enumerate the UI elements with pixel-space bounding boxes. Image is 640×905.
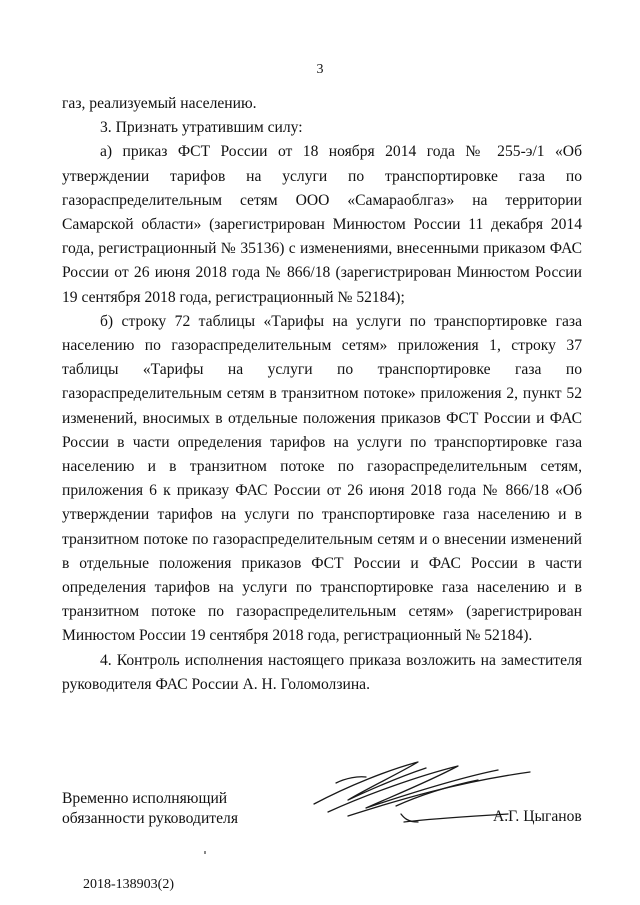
scan-speck <box>204 851 206 854</box>
document-body <box>62 92 582 697</box>
paragraph-item-4: 4. Контроль исполнения настоящего приказа возложить на заместителя руководителя ФАС России А. Н. Голомолзина. <box>62 651 582 693</box>
signatory-title-line-1: Временно исполняющий <box>62 790 228 807</box>
paragraph-item-3a: а) приказ ФСТ России от 18 ноября 2014 года № 255-э/1 «Об утверждении тарифов на услуги по транспортировке газа по газораспределительным сетям ООО «Самараоблгаз» на территории Самарской области» (зарегистрирован Минюстом России 11 декабря 2014 года, регистрационный № 35136) с изменениями, внесенными приказом ФАС России от 26 июня 2018 года № 866/18 (зарегистрирован Минюстом России 19 сентября 2018 года, регистрационный № 52184); <box>62 143 582 306</box>
paragraph-item-3b: б) строку 72 таблицы «Тарифы на услуги по транспортировке газа населению по газораспределительным сетям» приложения 1, строку 37 таблицы «Тарифы на услуги по транспортировке газа по газораспределительным сетям в транзитном потоке» приложения 2, пункт 52 изменений, вносимых в отдельные положения приказов ФСТ России и ФАС России в части определения тарифов на услуги по транспортировке газа населению и в транзитном потоке по газораспределительным сетям, приложения 6 к приказу ФАС России от 26 июня 2018 года № 866/18 «Об утверждении тарифов на услуги по транспортировке газа населению и в транзитном потоке по газораспределительным сетям и о внесении изменений в отдельные положения приказов ФСТ России и ФАС России в части определения тарифов на услуги по транспортировке газа населению и в транзитном потоке по газораспределительным сетям» (зарегистрирован Минюстом России 19 сентября 2018 года, регистрационный № 52184). <box>62 312 582 645</box>
paragraph-continuation: газ, реализуемый населению. <box>62 95 257 112</box>
signatory-title-line-2: обязанности руководителя <box>62 810 238 827</box>
document-id: 2018-138903(2) <box>83 877 174 892</box>
signatory-title <box>62 789 238 829</box>
paragraph-item-3: 3. Признать утратившим силу: <box>100 119 303 137</box>
signatory-name: А.Г. Цыганов <box>493 808 582 825</box>
page-number: 3 <box>316 62 324 77</box>
